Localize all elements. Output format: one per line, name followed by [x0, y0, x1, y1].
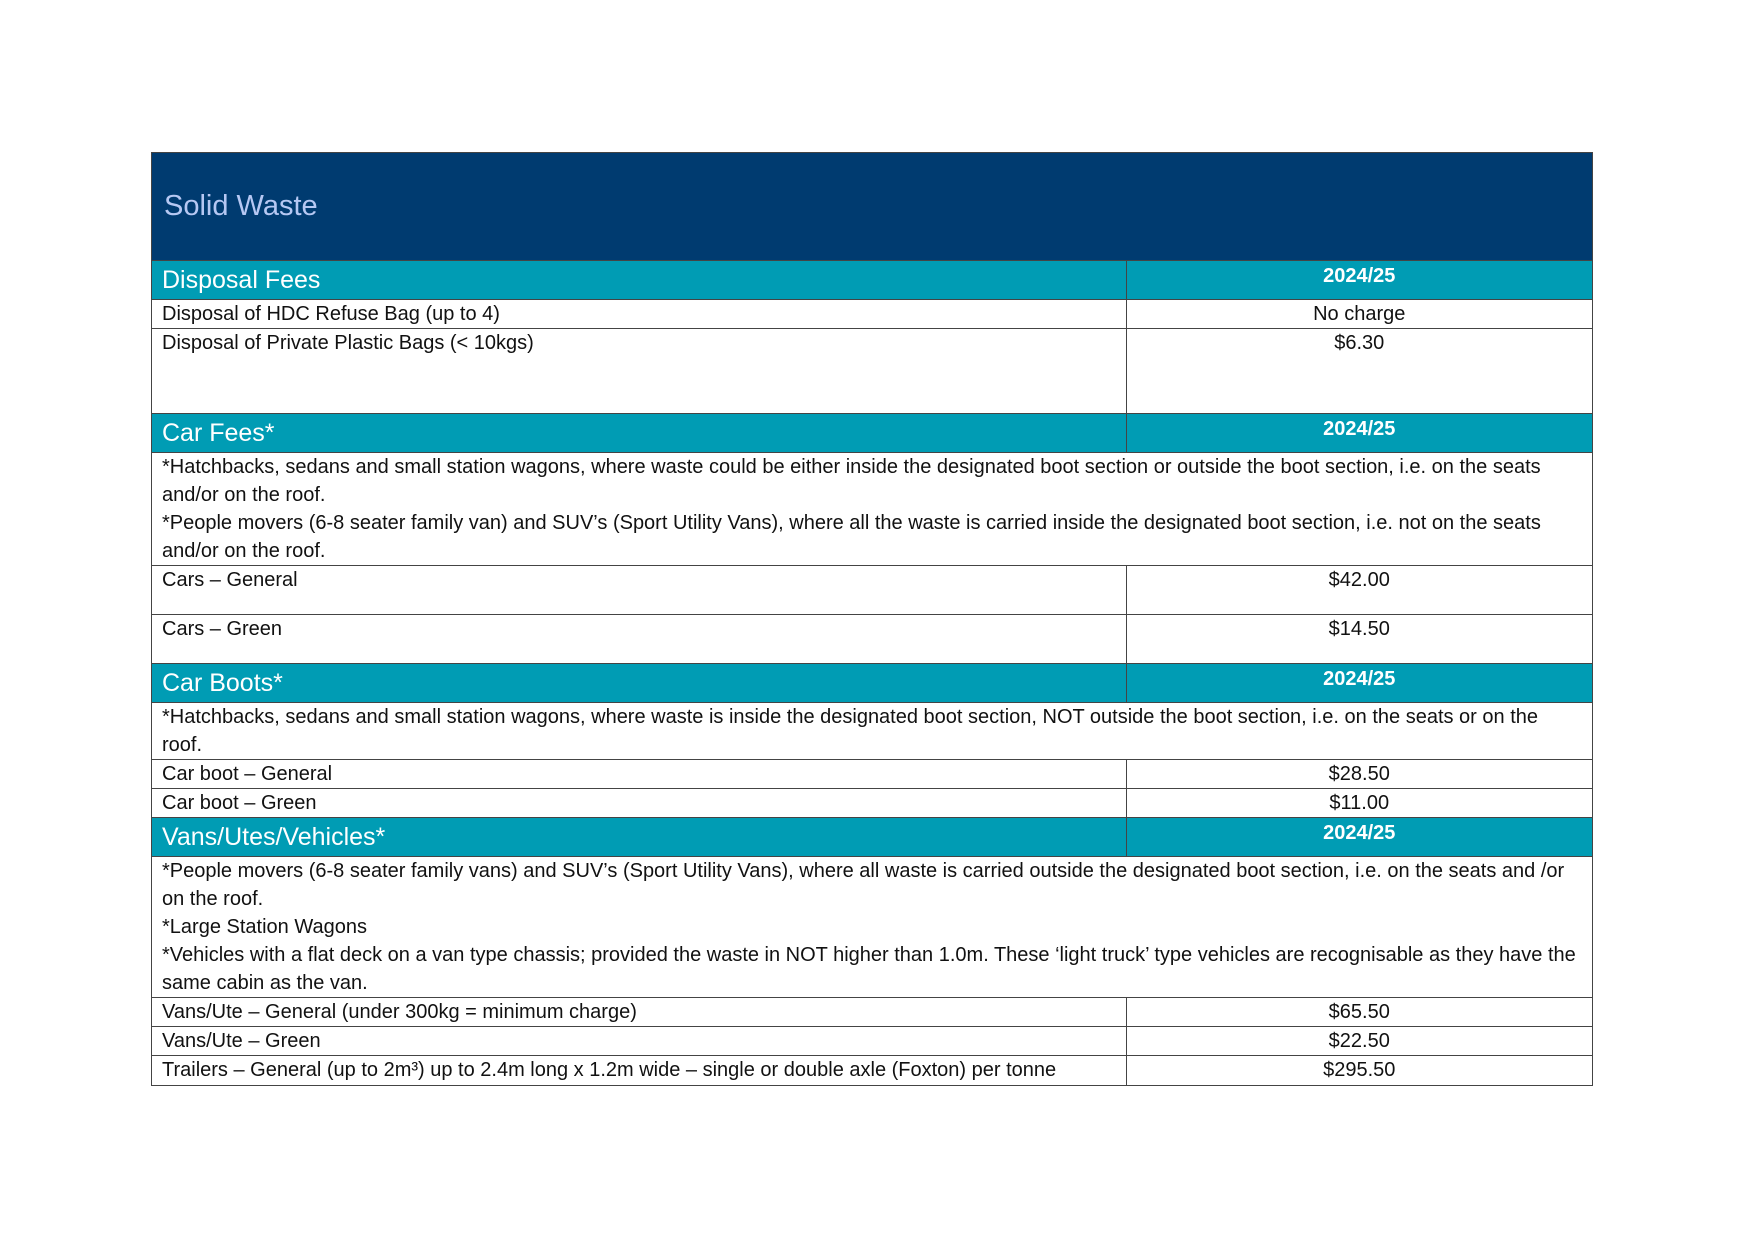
fee-price: No charge	[1126, 300, 1592, 329]
section-heading: Vans/Utes/Vehicles*	[152, 818, 1126, 857]
table-row	[152, 300, 1592, 329]
fee-price: $22.50	[1126, 1027, 1592, 1056]
title-banner	[152, 153, 1592, 261]
section-heading: Car Fees*	[152, 414, 1126, 453]
year-column-header: 2024/25	[1126, 818, 1592, 857]
section-header-disposal-fees	[152, 261, 1592, 300]
table-row	[152, 760, 1592, 789]
section-header-car-boots	[152, 664, 1592, 703]
fee-price: $295.50	[1126, 1056, 1592, 1085]
fee-schedule	[151, 152, 1593, 1086]
fee-label: Vans/Ute – General (under 300kg = minimum charge)	[152, 998, 1126, 1027]
fee-label: Disposal of Private Plastic Bags (< 10kgs)	[152, 329, 1126, 414]
section-header-vans-utes-vehicles	[152, 818, 1592, 857]
fee-price: $28.50	[1126, 760, 1592, 789]
year-column-header: 2024/25	[1126, 664, 1592, 703]
table-row	[152, 1056, 1592, 1085]
fee-price: $42.00	[1126, 566, 1592, 615]
section-heading: Disposal Fees	[152, 261, 1126, 300]
notes-row	[152, 453, 1592, 566]
note-text: *People movers (6-8 seater family van) and SUV’s (Sport Utility Vans), where all the waste is carried inside the designated boot section, i.e. not on the seats and/or on the roof.	[162, 512, 1541, 562]
fee-price: $6.30	[1126, 329, 1592, 414]
section-header-car-fees	[152, 414, 1592, 453]
fee-label: Trailers – General (up to 2m³) up to 2.4m long x 1.2m wide – single or double axle (Foxton) per tonne	[152, 1056, 1126, 1085]
fee-label: Disposal of HDC Refuse Bag (up to 4)	[152, 300, 1126, 329]
fee-price: $65.50	[1126, 998, 1592, 1027]
notes-row	[152, 857, 1592, 998]
table-row	[152, 998, 1592, 1027]
year-column-header: 2024/25	[1126, 261, 1592, 300]
notes-row	[152, 703, 1592, 760]
table-row	[152, 789, 1592, 818]
fee-label: Cars – General	[152, 566, 1126, 615]
section-heading: Car Boots*	[152, 664, 1126, 703]
page-title: Solid Waste	[164, 190, 318, 222]
fee-price: $11.00	[1126, 789, 1592, 818]
table-row	[152, 615, 1592, 664]
section-notes	[152, 857, 1592, 998]
fee-label: Cars – Green	[152, 615, 1126, 664]
section-notes	[152, 703, 1592, 760]
note-text: *Hatchbacks, sedans and small station wagons, where waste is inside the designated boot section, NOT outside the boot section, i.e. on the seats or on the roof.	[162, 706, 1538, 756]
table-row	[152, 566, 1592, 615]
note-text: *Large Station Wagons	[162, 916, 367, 938]
note-text: *Hatchbacks, sedans and small station wagons, where waste could be either inside the designated boot section or outside the boot section, i.e. on the seats and/or on the roof.	[162, 456, 1541, 506]
year-column-header: 2024/25	[1126, 414, 1592, 453]
fee-label: Car boot – Green	[152, 789, 1126, 818]
fee-label: Car boot – General	[152, 760, 1126, 789]
note-text: *Vehicles with a flat deck on a van type chassis; provided the waste in NOT higher than 1.0m. These ‘light truck’ type vehicles are recognisable as they have the same cabin as the van.	[162, 944, 1576, 994]
table-row	[152, 329, 1592, 414]
note-text: *People movers (6-8 seater family vans) and SUV’s (Sport Utility Vans), where all waste is carried outside the designated boot section, i.e. on the seats and /or on the roof.	[162, 860, 1565, 910]
fee-label: Vans/Ute – Green	[152, 1027, 1126, 1056]
section-notes	[152, 453, 1592, 566]
fee-price: $14.50	[1126, 615, 1592, 664]
table-row	[152, 1027, 1592, 1056]
fees-table	[152, 261, 1592, 1085]
